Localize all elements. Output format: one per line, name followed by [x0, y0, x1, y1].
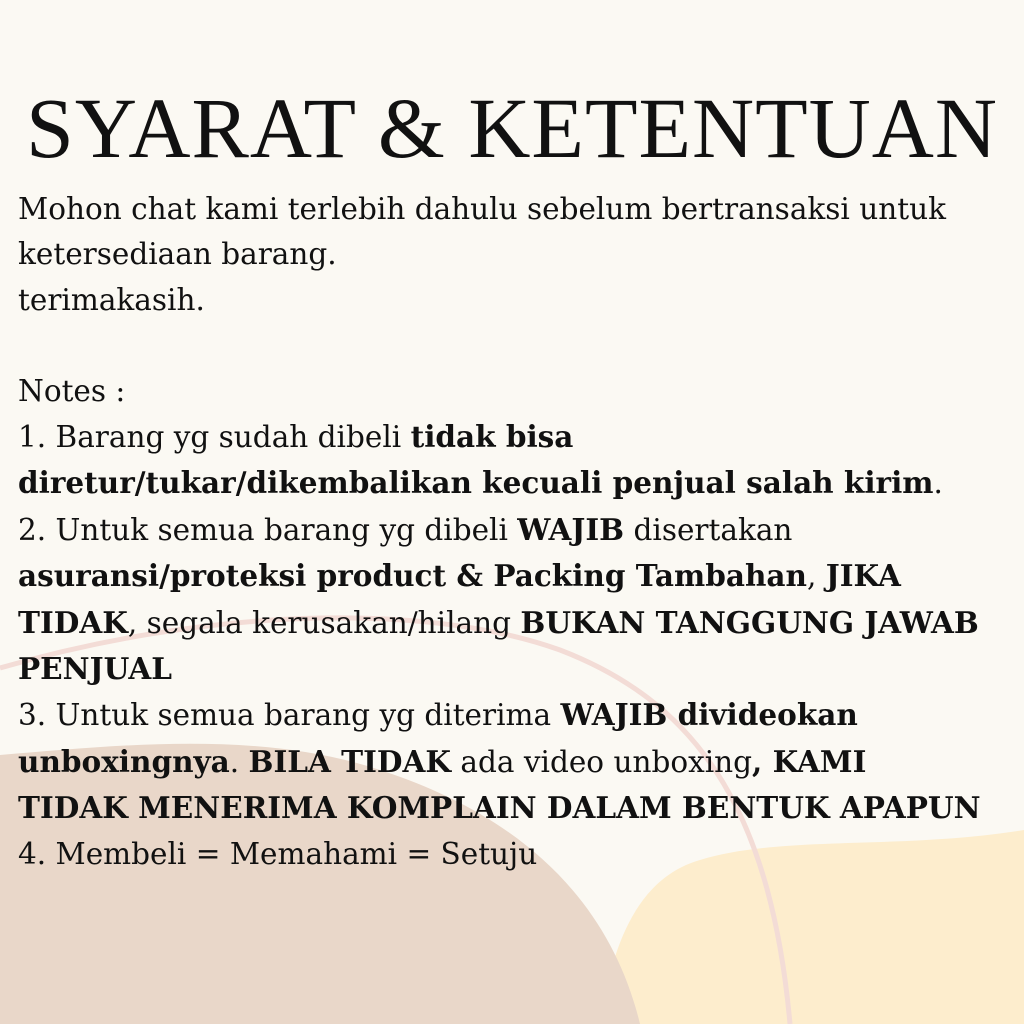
note-3-cont-2	[18, 785, 1013, 831]
notes-label: Notes :	[18, 373, 126, 408]
intro-line-2: ketersediaan barang.	[18, 237, 337, 272]
note-2-bold-tidak: TIDAK	[18, 604, 128, 640]
note-2-comma: ,	[806, 559, 826, 594]
note-2-text-3: , segala kerusakan/hilang	[127, 605, 521, 640]
terms-body	[18, 187, 1013, 877]
note-2-bold-jika: JIKA	[825, 558, 901, 594]
note-1	[18, 414, 1013, 460]
note-4: 4. Membeli = Memahami = Setuju	[18, 836, 538, 871]
note-2-cont-2	[18, 600, 1013, 646]
note-2-bold-asuransi: asuransi/proteksi product & Packing Tambahan	[18, 558, 807, 594]
note-3-bold-kami: , KAMI	[752, 743, 867, 779]
note-2-text-2: disertakan	[624, 512, 793, 547]
note-3-bold-bila: BILA TIDAK	[248, 743, 452, 779]
note-2-text: 2. Untuk semua barang yg dibeli	[18, 512, 518, 547]
note-3-bold-tidak: TIDAK MENERIMA KOMPLAIN DALAM BENTUK APAPUN	[18, 790, 981, 826]
note-3-bold-unboxing: unboxingnya	[18, 743, 230, 779]
note-2-cont-3	[18, 646, 1013, 692]
note-2-bold-bukan: BUKAN TANGGUNG JAWAB	[520, 604, 979, 640]
note-3-period: .	[229, 744, 249, 779]
note-2-cont	[18, 553, 1013, 599]
note-1-cont	[18, 460, 1013, 506]
note-1-bold-cont: diretur/tukar/dikembalikan kecuali penjual salah kirim	[18, 465, 934, 501]
note-2	[18, 507, 1013, 553]
note-1-bold: tidak bisa	[410, 419, 574, 455]
note-3	[18, 692, 1013, 738]
note-2-bold-penjual: PENJUAL	[18, 651, 173, 687]
note-3-text-2: ada video unboxing	[451, 744, 753, 779]
page-title: SYARAT & KETENTUAN	[26, 80, 998, 176]
note-3-cont	[18, 739, 1013, 785]
note-3-bold-wajib: WAJIB divideokan	[560, 697, 858, 733]
intro-line-1: Mohon chat kami terlebih dahulu sebelum bertransaksi untuk	[18, 192, 946, 226]
note-1-text: 1. Barang yg sudah dibeli	[18, 420, 411, 455]
intro-line-3: terimakasih.	[18, 282, 205, 317]
note-2-bold-wajib: WAJIB	[517, 511, 625, 547]
note-1-period: .	[933, 466, 943, 501]
note-3-text: 3. Untuk semua barang yg diterima	[18, 698, 561, 733]
spacer	[18, 323, 1013, 368]
